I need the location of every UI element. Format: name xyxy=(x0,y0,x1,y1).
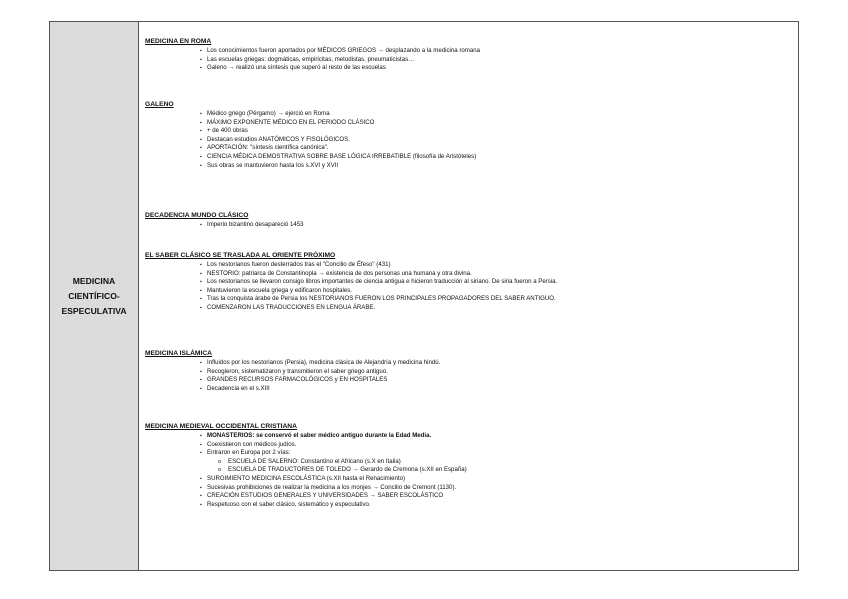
content-table xyxy=(49,21,799,571)
bullet-list xyxy=(145,261,795,313)
list-item: ▪ GRANDES RECURSOS FARMACOLÓGICOS y EN HOSPITALES xyxy=(207,376,795,385)
bullet-list xyxy=(145,110,795,170)
list-item: ▪ Las escuelas griegas: dogmáticas, empiricitas, metodistas, pneumaticistas… xyxy=(207,56,795,65)
list-item: ▪ COMENZARON LAS TRADUCCIONES EN LENGUA ÁRABE. xyxy=(207,304,795,313)
section-title: DECADENCIA MUNDO CLÁSICO xyxy=(145,212,249,219)
list-item: ▪ CREACIÓN ESTUDIOS GENERALES Y UNIVERSIDADES → SABER ESCOLÁSTICO xyxy=(207,492,795,501)
section-title: MEDICINA EN ROMA xyxy=(145,38,212,45)
category-label xyxy=(61,274,126,319)
list-item: ▪ Médico griego (Pérgamo) → ejerció en Roma xyxy=(207,110,795,119)
list-item: ▪ Decadencia en el s.XIII xyxy=(207,385,795,394)
section-title: GALENO xyxy=(145,101,174,108)
list-item: ▪ Entraron en Europa por 2 vías: xyxy=(207,449,795,458)
list-item: ▪ MÁXIMO EXPONENTE MÉDICO EN EL PERIODO CLÁSICO xyxy=(207,119,795,128)
content-cell xyxy=(139,22,798,570)
category-line-1: MEDICINA xyxy=(72,275,116,286)
list-item: ▪ Los nestorianos se llevaron consigo libros importantes de ciencia antigua e hicieron traducción al siriano. De siria fueron a Persia. xyxy=(207,278,795,287)
list-item: ▪ Galeno → realizó una síntesis que superó al resto de las escuelas xyxy=(207,64,795,73)
category-cell xyxy=(50,22,139,570)
section-title: EL SABER CLÁSICO SE TRASLADA AL ORIENTE PRÓXIMO xyxy=(145,252,336,259)
list-item: ▪ Los nestorianos fueron desterrados tras el "Concilio de Éfeso" (431) xyxy=(207,261,795,270)
list-item: ▪ Sucesivas prohibiciones de realizar la medicina a los monjes → Concilio de Cremont (1130). xyxy=(207,484,795,493)
list-item: ▪ + de 400 obras xyxy=(207,127,795,136)
category-line-2: CIENTÍFICO- xyxy=(68,290,120,301)
list-item: ▪ Los conocimientos fueron aportados por MÉDICOS GRIEGOS → desplazando a la medicina romana xyxy=(207,47,795,56)
list-item: ▪ APORTACIÓN: "síntesis científica canónica". xyxy=(207,144,795,153)
bullet-list xyxy=(145,432,795,509)
section-title: MEDICINA MEDIEVAL OCCIDENTAL CRISTIANA xyxy=(145,423,297,430)
list-item: ▪ Mantuvieron la escuela griega y edificaron hospitales. xyxy=(207,287,795,296)
sub-list-item: o ESCUELA DE TRADUCTORES DE TOLEDO → Gerardo de Cremona (s.XII en España) xyxy=(228,466,795,475)
list-item: ▪ Recogieron, sistematizaron y transmitieron el saber griego antiguo. xyxy=(207,368,795,377)
section-saber-clasico xyxy=(145,251,795,313)
list-item: ▪ Respetuoso con el saber clásico, sistemático y especulativo. xyxy=(207,501,795,510)
section-decadencia xyxy=(145,211,795,230)
list-item: ▪ Sus obras se mantuvieron hasta los s.XVI y XVII xyxy=(207,162,795,171)
list-item: ▪ CIENCIA MÉDICA DEMOSTRATIVA SOBRE BASE LÓGICA IRREBATIBLE (filosofía de Aristóteles) xyxy=(207,153,795,162)
list-item: ▪ SURGIMIENTO MEDICINA ESCOLÁSTICA (s.XII hasta el Renacimiento) xyxy=(207,475,795,484)
list-item: ▪ Destacan estudios ANATÓMICOS Y FISOLÓGICOS. xyxy=(207,136,795,145)
list-item: ▪ Tras la conquista árabe de Persia los NESTORIANOS FUERON LOS PRINCIPALES PROPAGADORES DEL SABER ANTIGUO. xyxy=(207,295,795,304)
list-item: ▪ Coexistieron con médicos judíos. xyxy=(207,441,795,450)
list-item: ▪ MONASTERIOS: se conservó el saber médico antiguo durante la Edad Media. xyxy=(207,432,795,441)
bullet-list xyxy=(145,359,795,393)
list-item: ▪ Imperio bizantino desapareció 1453 xyxy=(207,221,795,230)
section-medicina-islamica xyxy=(145,349,795,393)
section-title: MEDICINA ISLÁMICA xyxy=(145,350,212,357)
list-item: ▪ Influidos por los nestorianos (Persia), medicina clásica de Alejandría y medicina hindú. xyxy=(207,359,795,368)
category-line-3: ESPECULATIVA xyxy=(61,305,127,316)
section-medicina-en-roma xyxy=(145,37,795,73)
section-medicina-medieval xyxy=(145,422,795,509)
list-item: ▪ NESTORIO: patriarca de Constantinopla → existencia de dos personas una humana y otra divina. xyxy=(207,270,795,279)
bullet-list xyxy=(145,47,795,73)
bullet-list xyxy=(145,221,795,230)
section-galeno xyxy=(145,100,795,170)
sub-list-item: o ESCUELA DE SALERNO: Constantino el Africano (s.X en Italia) xyxy=(228,458,795,467)
